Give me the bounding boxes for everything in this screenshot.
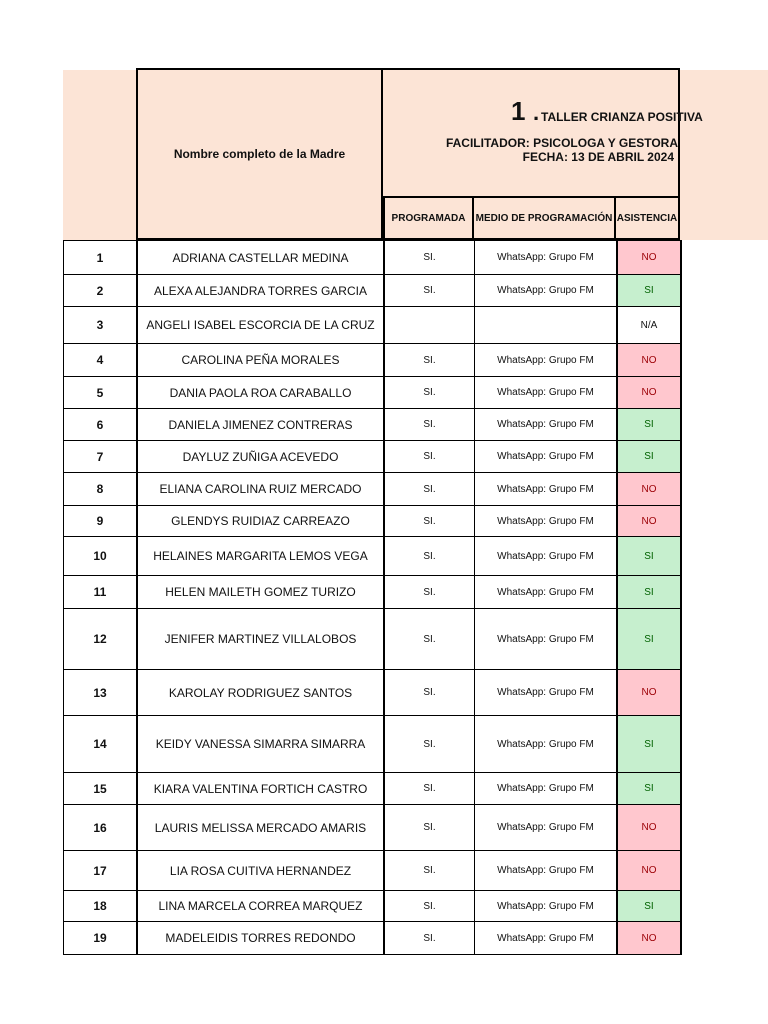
asistencia-cell[interactable]: SI [617, 441, 681, 473]
table-row [64, 537, 682, 576]
row-number-cell[interactable]: 2 [64, 275, 138, 307]
asistencia-cell[interactable]: SI [617, 409, 681, 441]
row-number-cell[interactable]: 19 [64, 922, 138, 955]
medio-cell[interactable]: WhatsApp: Grupo FM [475, 922, 618, 955]
medio-cell[interactable]: WhatsApp: Grupo FM [475, 506, 618, 537]
row-number-cell[interactable]: 4 [64, 344, 138, 377]
programada-cell[interactable]: SI. [384, 377, 475, 409]
programada-cell[interactable]: SI. [384, 537, 475, 576]
asistencia-cell[interactable]: SI [617, 891, 681, 922]
asistencia-cell[interactable]: SI [617, 537, 681, 576]
programada-cell[interactable]: SI. [384, 670, 475, 716]
mother-name-cell[interactable]: HELEN MAILETH GOMEZ TURIZO [137, 576, 384, 609]
medio-cell[interactable]: WhatsApp: Grupo FM [475, 773, 618, 805]
asistencia-cell[interactable]: SI [617, 275, 681, 307]
table-row [64, 716, 682, 773]
table-row [64, 805, 682, 851]
row-number-cell[interactable]: 11 [64, 576, 138, 609]
table-row [64, 609, 682, 670]
table-row [64, 891, 682, 922]
column-header-programada-label: PROGRAMADA [391, 212, 466, 224]
table-row [64, 773, 682, 805]
header-title-cell[interactable] [383, 68, 703, 198]
mother-name-cell[interactable]: KIARA VALENTINA FORTICH CASTRO [137, 773, 384, 805]
mother-name-cell[interactable]: ANGELI ISABEL ESCORCIA DE LA CRUZ [137, 307, 384, 344]
medio-cell[interactable]: WhatsApp: Grupo FM [475, 344, 618, 377]
medio-cell[interactable]: WhatsApp: Grupo FM [475, 409, 618, 441]
asistencia-cell[interactable]: NO [617, 241, 681, 275]
row-number-cell[interactable]: 17 [64, 851, 138, 891]
medio-cell[interactable]: WhatsApp: Grupo FM [475, 241, 618, 275]
medio-cell[interactable]: WhatsApp: Grupo FM [475, 805, 618, 851]
table-row [64, 275, 682, 307]
table-row [64, 241, 682, 275]
mother-name-cell[interactable]: JENIFER MARTINEZ VILLALOBOS [137, 609, 384, 670]
mother-name-cell[interactable]: KEIDY VANESSA SIMARRA SIMARRA [137, 716, 384, 773]
programada-cell[interactable]: SI. [384, 344, 475, 377]
table-row [64, 922, 682, 955]
row-number-cell[interactable]: 3 [64, 307, 138, 344]
column-header-programada[interactable] [383, 198, 474, 240]
workshop-number: 1 [511, 96, 526, 126]
programada-cell[interactable]: SI. [384, 891, 475, 922]
table-row [64, 670, 682, 716]
mother-name-cell[interactable]: KAROLAY RODRIGUEZ SANTOS [137, 670, 384, 716]
asistencia-cell[interactable]: NO [617, 344, 681, 377]
medio-cell[interactable]: WhatsApp: Grupo FM [475, 441, 618, 473]
row-number-cell[interactable]: 14 [64, 716, 138, 773]
programada-cell[interactable]: SI. [384, 773, 475, 805]
medio-cell[interactable]: WhatsApp: Grupo FM [475, 537, 618, 576]
programada-cell[interactable]: SI. [384, 851, 475, 891]
asistencia-cell[interactable]: NO [617, 377, 681, 409]
date-line: FECHA: 13 DE ABRIL 2024 [522, 150, 674, 164]
column-header-asistencia[interactable] [616, 198, 680, 240]
programada-cell[interactable]: SI. [384, 576, 475, 609]
mother-name-cell[interactable]: DANIA PAOLA ROA CARABALLO [137, 377, 384, 409]
row-number-cell[interactable]: 15 [64, 773, 138, 805]
header-name-column[interactable] [136, 68, 383, 240]
table-row [64, 473, 682, 506]
row-number-cell[interactable]: 5 [64, 377, 138, 409]
row-number-cell[interactable]: 10 [64, 537, 138, 576]
asistencia-cell[interactable]: NO [617, 670, 681, 716]
medio-cell[interactable]: WhatsApp: Grupo FM [475, 473, 618, 506]
mother-name-cell[interactable]: DAYLUZ ZUÑIGA ACEVEDO [137, 441, 384, 473]
attendance-table [63, 240, 682, 955]
medio-cell[interactable]: WhatsApp: Grupo FM [475, 891, 618, 922]
row-number-cell[interactable]: 18 [64, 891, 138, 922]
workshop-name: TALLER CRIANZA POSITIVA [541, 110, 703, 124]
mother-name-cell[interactable]: CAROLINA PEÑA MORALES [137, 344, 384, 377]
programada-cell[interactable]: SI. [384, 409, 475, 441]
medio-cell[interactable]: WhatsApp: Grupo FM [475, 576, 618, 609]
programada-cell[interactable]: SI. [384, 506, 475, 537]
programada-cell[interactable] [384, 307, 475, 344]
medio-cell[interactable]: WhatsApp: Grupo FM [475, 716, 618, 773]
mother-name-cell[interactable]: LAURIS MELISSA MERCADO AMARIS [137, 805, 384, 851]
column-header-asistencia-label: ASISTENCIA [616, 212, 678, 224]
row-number-cell[interactable]: 13 [64, 670, 138, 716]
asistencia-cell[interactable]: SI [617, 609, 681, 670]
facilitator-line: FACILITADOR: PSICOLOGA Y GESTORA [445, 136, 678, 150]
medio-cell[interactable]: WhatsApp: Grupo FM [475, 609, 618, 670]
header-name-label: Nombre completo de la Madre [173, 147, 346, 161]
asistencia-cell[interactable]: NO [617, 922, 681, 955]
mother-name-cell[interactable]: MADELEIDIS TORRES REDONDO [137, 922, 384, 955]
medio-cell[interactable]: WhatsApp: Grupo FM [475, 851, 618, 891]
row-number-cell[interactable]: 16 [64, 805, 138, 851]
table-row [64, 851, 682, 891]
asistencia-cell[interactable]: SI [617, 773, 681, 805]
table-row [64, 307, 682, 344]
mother-name-cell[interactable]: HELAINES MARGARITA LEMOS VEGA [137, 537, 384, 576]
row-number-cell[interactable]: 12 [64, 609, 138, 670]
table-row [64, 377, 682, 409]
row-number-cell[interactable]: 7 [64, 441, 138, 473]
mother-name-cell[interactable]: GLENDYS RUIDIAZ CARREAZO [137, 506, 384, 537]
programada-cell[interactable]: SI. [384, 441, 475, 473]
mother-name-cell[interactable]: ALEXA ALEJANDRA TORRES GARCIA [137, 275, 384, 307]
programada-cell[interactable]: SI. [384, 716, 475, 773]
row-number-cell[interactable]: 6 [64, 409, 138, 441]
programada-cell[interactable]: SI. [384, 241, 475, 275]
table-row [64, 576, 682, 609]
column-header-medio-label: MEDIO DE PROGRAMACIÓN [475, 212, 613, 224]
table-row [64, 409, 682, 441]
programada-cell[interactable]: SI. [384, 805, 475, 851]
programada-cell[interactable]: SI. [384, 609, 475, 670]
programada-cell[interactable]: SI. [384, 275, 475, 307]
asistencia-cell[interactable]: SI [617, 716, 681, 773]
asistencia-cell[interactable]: NO [617, 506, 681, 537]
programada-cell[interactable]: SI. [384, 922, 475, 955]
programada-cell[interactable]: SI. [384, 473, 475, 506]
column-header-medio[interactable] [474, 198, 616, 240]
mother-name-cell[interactable]: LINA MARCELA CORREA MARQUEZ [137, 891, 384, 922]
mother-name-cell[interactable]: ELIANA CAROLINA RUIZ MERCADO [137, 473, 384, 506]
table-row [64, 441, 682, 473]
table-row [64, 344, 682, 377]
mother-name-cell[interactable]: LIA ROSA CUITIVA HERNANDEZ [137, 851, 384, 891]
medio-cell[interactable]: WhatsApp: Grupo FM [475, 275, 618, 307]
asistencia-cell[interactable]: N/A [617, 307, 681, 344]
row-number-cell[interactable]: 8 [64, 473, 138, 506]
table-row [64, 506, 682, 537]
row-number-cell[interactable]: 1 [64, 241, 138, 275]
asistencia-cell[interactable]: NO [617, 851, 681, 891]
workshop-dot: . [533, 100, 540, 125]
medio-cell[interactable]: WhatsApp: Grupo FM [475, 377, 618, 409]
asistencia-cell[interactable]: NO [617, 805, 681, 851]
mother-name-cell[interactable]: ADRIANA CASTELLAR MEDINA [137, 241, 384, 275]
medio-cell[interactable] [475, 307, 618, 344]
asistencia-cell[interactable]: SI [617, 576, 681, 609]
row-number-cell[interactable]: 9 [64, 506, 138, 537]
mother-name-cell[interactable]: DANIELA JIMENEZ CONTRERAS [137, 409, 384, 441]
medio-cell[interactable]: WhatsApp: Grupo FM [475, 670, 618, 716]
asistencia-cell[interactable]: NO [617, 473, 681, 506]
